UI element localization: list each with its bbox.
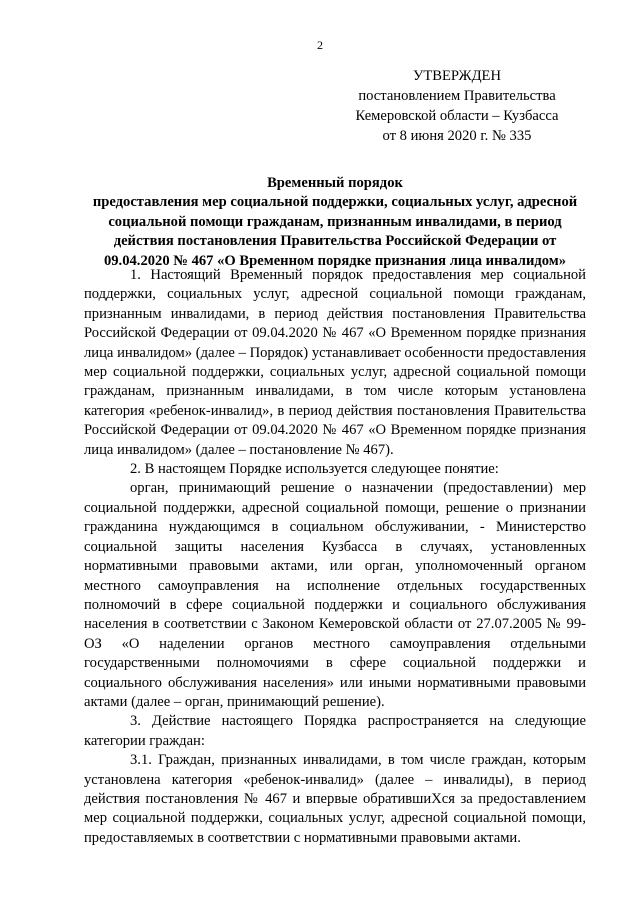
- paragraph-1: 1. Настоящий Временный порядок предоставления мер социальной поддержки, социальных услуг, адресной социальной помощи гражданам, признанным инвалидами, в период действия постановления Правительства Российской Федерации от 09.04.2020 № 467 «О Временном порядке признания лица инвалидом» (далее – Порядок) устанавливает особенности предоставления мер социальной поддержки, социальных услуг, адресной социальной помощи гражданам, признанным инвалидами, в том числе которым установлена категория «ребенок-инвалид», в период действия постановления Правительства Российской Федерации от 09.04.2020 № 467 «О Временном порядке признания лица инвалидом» (далее – постановление № 467).: [84, 267, 586, 458]
- approval-line: постановлением Правительства: [358, 88, 556, 104]
- approval-line: Кемеровской области – Кузбасса: [355, 108, 559, 124]
- paragraph-2-definition: орган, принимающий решение о назначении (предоставлении) мер социальной поддержки, адресной социальной помощи, решение о признании гражданина нуждающимся в социальном обслуживании, - Министерство социальной защиты населения Кузбасса в случаях, установленных нормативными правовыми актами, или орган, уполномоченный органом местного самоуправления на исполнение отдельных государственных полномочий в сфере социальной поддержки и социального обслуживания населения в соответствии с Законом Кемеровской области от 27.07.2005 № 99-ОЗ «О наделении органов местного самоуправления отдельными государственными полномочиями в сфере социальной поддержки и социального обслуживания населения» или иными нормативными правовыми актами (далее – орган, принимающий решение).: [84, 480, 586, 710]
- title-subheading: предоставления мер социальной поддержки, социальных услуг, адресной социальной помощи гражданам, признанным инвалидами, в период действия постановления Правительства Российской Федерации от 09.04.2020 № 467 «О Временном порядке признания лица инвалидом»: [92, 194, 578, 269]
- paragraph-3: 3. Действие настоящего Порядка распространяется на следующие категории граждан:: [84, 713, 586, 749]
- approval-stamp: [330, 66, 584, 146]
- page-number: 2: [317, 38, 323, 52]
- approval-heading: УТВЕРЖДЕН: [413, 68, 501, 84]
- document-title: [84, 174, 586, 271]
- approval-date: от 8 июня 2020 г. № 335: [382, 128, 532, 144]
- paragraph-2: 2. В настоящем Порядке используется следующее понятие:: [130, 461, 499, 478]
- document-body: [84, 266, 586, 848]
- paragraph-3-1: 3.1. Граждан, признанных инвалидами, в том числе граждан, которым установлена категория «ребенок-инвалид» (далее – инвалиды), в период действия постановления № 467 и впервые обратившиХся за предоставлением мер социальной поддержки, социальных услуг, адресной социальной помощи, предоставляемых в соответствии с нормативными правовыми актами.: [84, 752, 586, 846]
- title-heading: Временный порядок: [267, 175, 403, 191]
